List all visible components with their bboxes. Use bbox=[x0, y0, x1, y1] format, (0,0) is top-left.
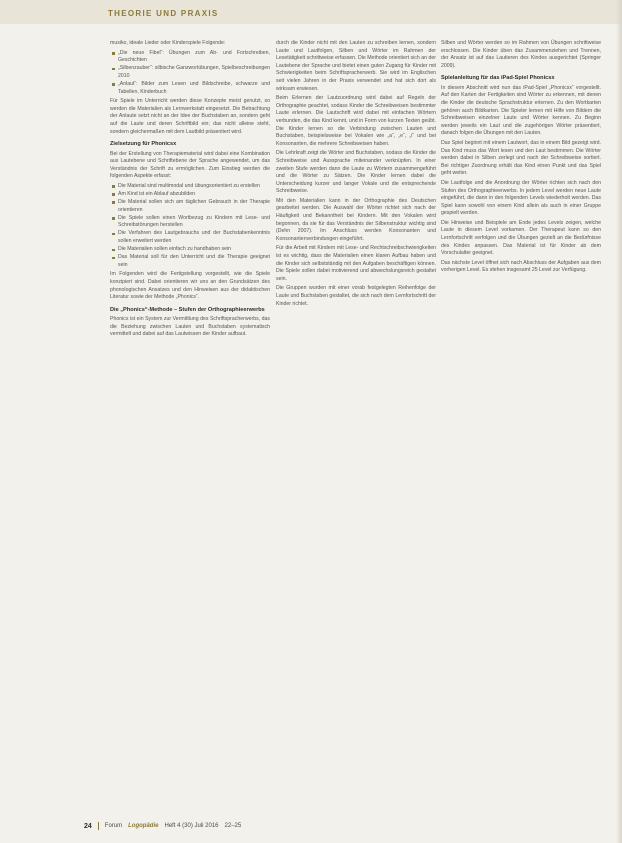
paragraph: durch die Kinder nicht mit den Lauten zu schreiben lernen, sondern Laute und Lautfolgen, Silben und Wörter im Rahmen der Lesetätigkeit schrittweise erfassen. Die Methode orientiert sich an der Lautebene der Sprache und bietet einen guten Zugang für Kinder mit Schwierigkeiten beim Schriftspracherwerb. Sie wird im Englischen seit vielen Jahren in der Praxis verwendet und hat sich dort als wirksam erwiesen. bbox=[276, 40, 436, 92]
paragraph: Die Lautfolge und die Anordnung der Wörter richten sich nach den Stufen des Orthographieerwerbs. In jedem Level werden neue Laute eingeführt, die dann in den folgenden Levels wiederholt werden. Das Spiel kann sowohl von einem Kind allein als auch in einer Gruppe gespielt werden. bbox=[441, 179, 601, 217]
section-title: THEORIE UND PRAXIS bbox=[108, 9, 219, 18]
footer-divider bbox=[98, 822, 99, 830]
bullet-list-b bbox=[110, 183, 270, 270]
page-number: 24 bbox=[84, 822, 92, 830]
paragraph: Für Spiele im Unterricht werden diese Konzepte meist genutzt, so werden die Materialien als Lernwerkstatt eingesetzt. Die Betrachtung der Anlaute setzt nicht an der Idee der Buchstaben an, sondern geht auf die Laute und deren Schriftbild ein; das nicht alleine steht, sondern gleichermaßen mit dem Lautbild präsentiert wird. bbox=[110, 98, 270, 135]
paragraph: Im Folgenden wird die Fertigstellung vorgestellt, wie die Spiele konzipiert sind. Dabei orientieren wir uns an den Grundsätzen des phonologischen Ansatzes und den Hinweisen aus der didaktischen Literatur sowie der Methode „Phonics“. bbox=[110, 271, 270, 301]
list-item: „Silbenzauber“: silbische Ganzwortübungen, Spielbeschreibungen 2010 bbox=[118, 65, 270, 79]
subheading: Spielanleitung für das iPad-Spiel Phonicsx bbox=[441, 75, 555, 82]
list-item: „Die neue Fibel“: Übungen zum Ab- und Fortschreiben, Geschichten bbox=[118, 49, 270, 64]
paragraph: Silben und Wörter werden so im Rahmen von Übungen schrittweise erschlossen. Die Kinder üben das Zusammenziehen und Trennen, der Ansatz ist auf das Lautieren des Kindes ausgerichtet (Springer 2009). bbox=[441, 40, 601, 69]
page-edge-shadow bbox=[616, 0, 622, 843]
list-item: Am Kind ist ein Ablauf abzubilden bbox=[118, 191, 270, 199]
page-range: 22–25 bbox=[224, 823, 242, 829]
paragraph: In diesem Abschnitt wird nun das iPad-Spiel „Phonicsx“ vorgestellt. Auf den Karten der Fertigkeiten sind Wörter zu erkennen, mit denen die Kinder die deutsche Sprachstruktur erlernen. Zu den Wortkarten gehören auch Bildkarten. Die Spieler lernen mit Hilfe von Bildern die Schreibweisen einzelner Laute und Wörter kennen. Zu Beginn werden jeweils ein Laut und die zugehörigen Wörter präsentiert, danach folgen die Übungen mit den Lauten. bbox=[441, 84, 601, 137]
paragraph: Die Lehrkraft zeigt die Wörter und Buchstaben, sodass die Kinder die Schreibweise und Aussprache miteinander verknüpfen. In einer zweiten Stufe werden dann die Laute zu Wörtern zusammengeführt und die Wörter zu Sätzen. Die Kinder lernen dabei die Unterscheidung kurzer und langer Vokale und die entsprechende Schreibweise. bbox=[276, 150, 436, 195]
subheading: Zielsetzung für Phonicsx bbox=[110, 141, 177, 148]
paragraph: Die Gruppen wurden mit einer vorab festgelegten Reihenfolge der Laute und Buchstaben gestaltet, die sich nach dem Lernfortschritt der Kinder richtet. bbox=[276, 285, 436, 307]
column-2 bbox=[276, 40, 436, 310]
paragraph: Mit den Materialien kann in der Orthographie des Deutschen gearbeitet werden. Die Auswahl der Wörter richtet sich nach der Häufigkeit und Bekanntheit bei Kindern. Mit den Vokalen wird begonnen, da sie für das Verständnis der Silbenstruktur wichtig sind (Dehn 2007). Im Anschluss werden Konsonanten und Konsonantenverbindungen eingeführt. bbox=[276, 197, 436, 242]
issue-info: Heft 4 (30) Juli 2016 bbox=[164, 823, 219, 829]
list-item: Die Verfahren des Lautgebrauchs und der Buchstabenkenntnis sollen erweitert werden bbox=[118, 230, 270, 245]
list-item: Die Materialien sollen einfach zu handhaben sein bbox=[118, 246, 270, 254]
column-3 bbox=[441, 40, 601, 277]
subheading: Die „Phonics“-Methode – Stufen der Orthographieerwerbs bbox=[110, 306, 265, 313]
list-item: „Anlaut“: Bilder zum Lesen und Bildschreibe, schwarze und Tabellen, Kinderbuch bbox=[118, 80, 270, 95]
paragraph: Das Spiel beginnt mit einem Lautwort, das in einem Bild gezeigt wird. Das Kind muss das Wort lesen und den Laut bestimmen. Die Wörter werden dabei in Silben zerlegt und nach der Schreibweise sortiert. Bei richtiger Zuordnung erhält das Kind einen Punkt und das Spiel geht weiter. bbox=[441, 139, 601, 177]
paragraph: Die Hinweise und Beispiele am Ende jedes Levels zeigen, welche Laute in diesem Level vorkamen. Der Therapeut kann so den Lernfortschritt verfolgen und die Übungen gezielt an die Bedürfnisse des Kindes anpassen. Das Material ist für Kinder ab dem Vorschulalter geeignet. bbox=[441, 219, 601, 257]
paragraph: Phonics ist ein System zur Vermittlung des Schriftspracherwerbs, das die Beziehung zwischen Lauten und Buchstaben systematisch vermittelt und dabei auf das Lautwissen der Kinder aufbaut. bbox=[110, 316, 270, 338]
page-footer bbox=[84, 822, 241, 830]
bullet-list-a bbox=[110, 50, 270, 97]
list-item: Die Material sind multimodal und übungsorientiert zu erstellen bbox=[118, 183, 270, 191]
journal-name: Forum bbox=[104, 823, 123, 829]
paragraph: Das nächste Level öffnet sich nach Abschluss der Aufgaben aus dem vorherigen Level. Es stehen insgesamt 25 Level zur Verfügung. bbox=[441, 259, 601, 274]
paragraph: Beim Erlernen der Lautzuordnung wird dabei auf Regeln der Orthographie geachtet, sodass Kinder die Schreibweisen bestimmter Laute erlernen. Die Lautschrift wird dabei mit einfachen Wörtern verbunden, die das Kind kennt, und in Form von kurzen Texten geübt. Die Kinder lernen so die Verbindung zwischen Lauten und Buchstaben, beispielsweise bei Vokalen wie „a“, „e“, „i“ und bei Konsonanten, die mehrere Schreibweisen haben. bbox=[276, 95, 436, 147]
list-item: Das Material soll für den Unterricht und die Therapie geeignet sein bbox=[118, 254, 270, 268]
paragraph: Bei der Erstellung von Therapiematerial wird dabei eine Kombination aus Lautebene und Schriftebene der Sprache angewendet, um das Verständnis der Schrift zu ermöglichen. Zum Einstieg werden die folgenden Aspekte erfasst: bbox=[110, 150, 270, 180]
list-item: Die Spiele sollen einen Wortbezug zu Kindern mit Lese- und Schreibstörungen herstellen bbox=[118, 214, 270, 229]
paragraph: musiko, ideale Lieder oder Kinderspiele Folgende: bbox=[110, 40, 226, 46]
paragraph: Für die Arbeit mit Kindern mit Lese- und Rechtschreibschwierigkeiten ist es wichtig, dass die Materialien einen klaren Aufbau haben und die Kinder sich selbstständig mit den Aufgaben beschäftigen können. Die Spiele sollen dabei motivierend und abwechslungsreich gestaltet sein. bbox=[276, 245, 436, 282]
column-1 bbox=[110, 40, 270, 341]
list-item: Die Material sollen sich am täglichen Gebrauch in der Therapie orientieren bbox=[118, 199, 270, 213]
journal-brand: Logopädie bbox=[128, 823, 159, 829]
header-band bbox=[0, 0, 622, 24]
